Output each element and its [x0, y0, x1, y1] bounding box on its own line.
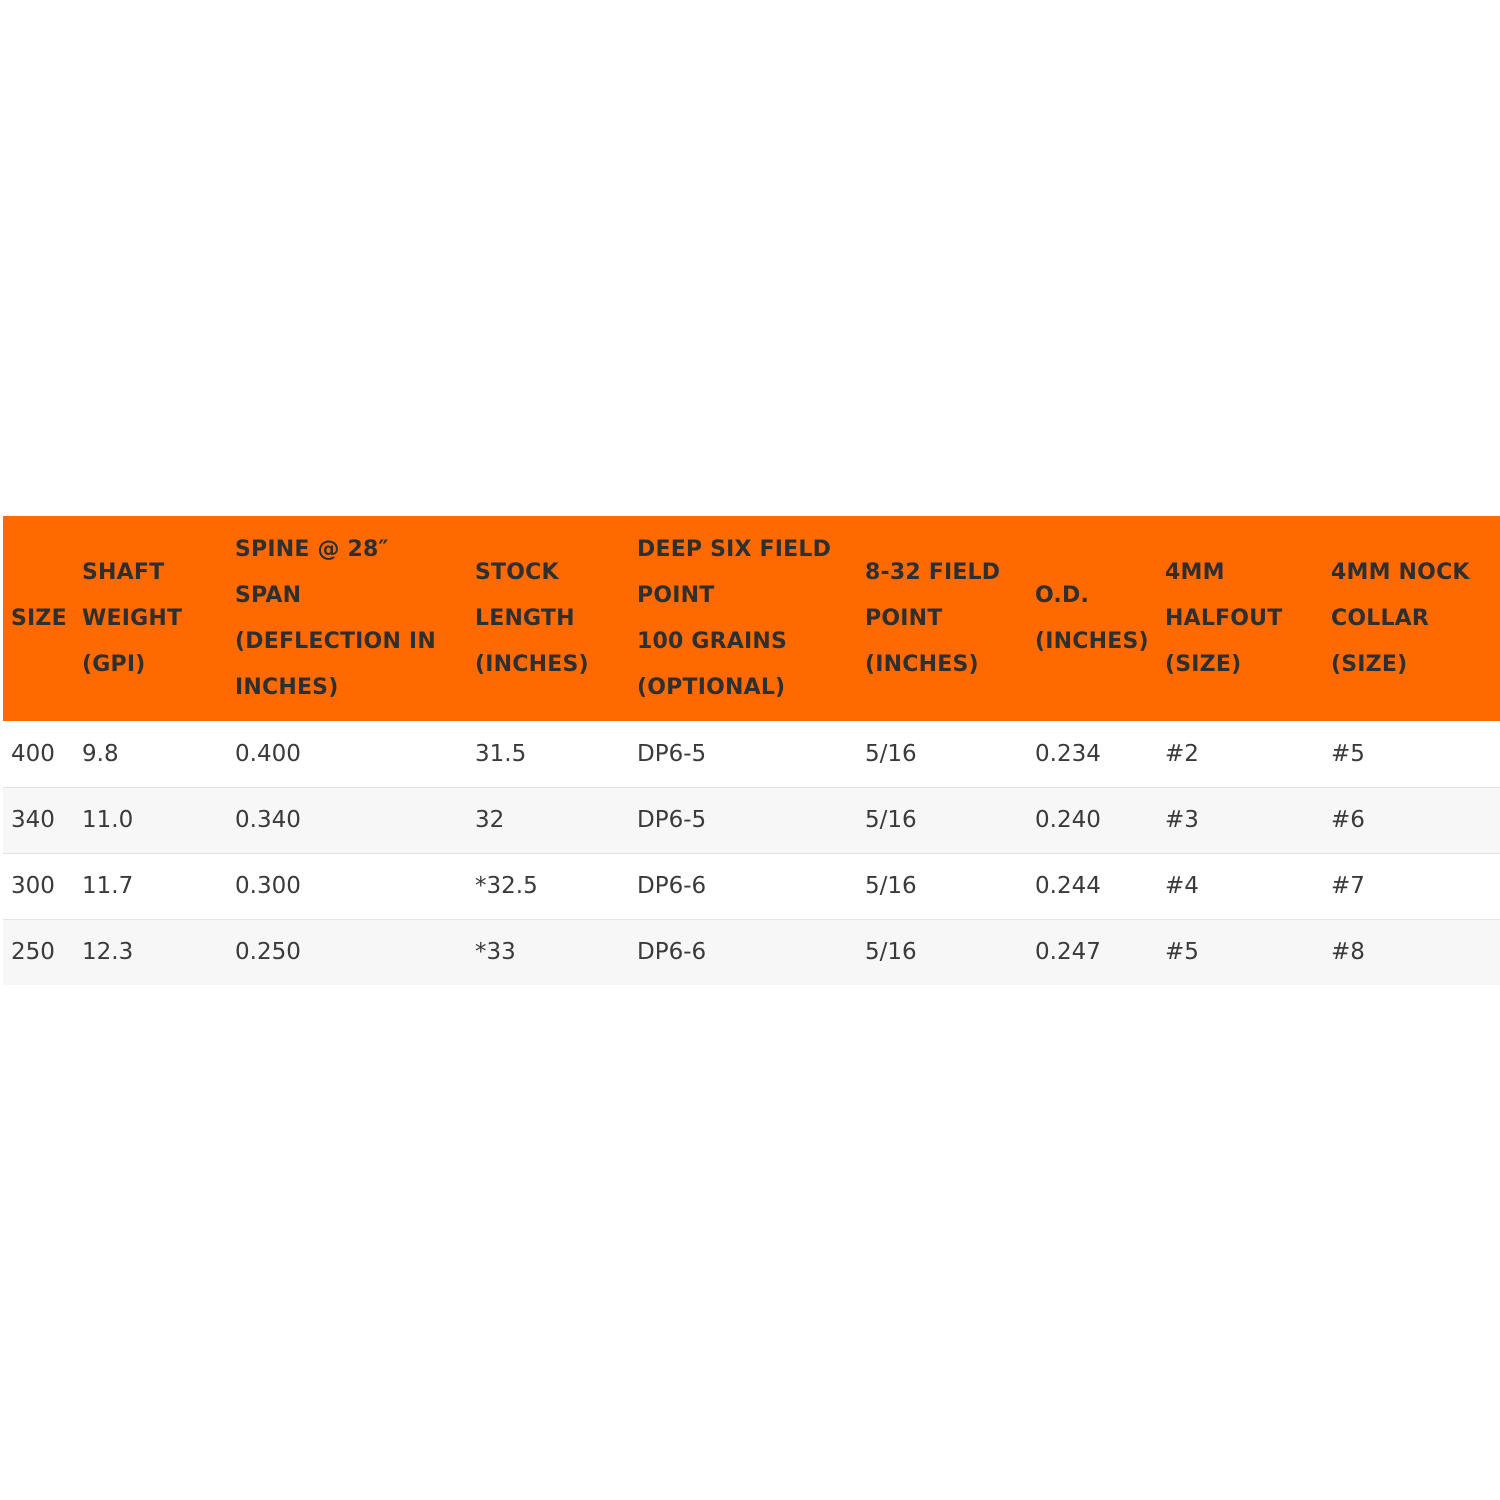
cell-4mm-nock-collar: #6: [1331, 807, 1365, 833]
header-od: O.D. (INCHES): [1035, 582, 1149, 654]
cell-shaft-weight: 11.0: [82, 807, 134, 833]
header-size: SIZE: [11, 605, 67, 631]
cell-size: 400: [11, 740, 55, 767]
header-8-32-field-point: 8-32 FIELD POINT (INCHES): [865, 559, 1001, 677]
cell-8-32-field-point: 5/16: [865, 807, 917, 833]
cell-stock-length: *33: [475, 939, 516, 966]
header-4mm-nock-collar: 4MM NOCK COLLAR (SIZE): [1331, 559, 1470, 677]
cell-size: 250: [11, 939, 55, 966]
cell-size: 340: [11, 807, 55, 833]
cell-4mm-halfout: #3: [1165, 807, 1199, 833]
cell-od: 0.234: [1035, 740, 1101, 767]
cell-od: 0.247: [1035, 939, 1101, 966]
cell-spine: 0.340: [235, 807, 301, 833]
cell-od: 0.244: [1035, 873, 1101, 899]
table-header: [3, 516, 1500, 721]
header-deep-six-field-point: DEEP SIX FIELD POINT 100 GRAINS (OPTIONAL): [637, 536, 832, 700]
cell-deep-six-field-point: DP6-5: [637, 740, 707, 767]
cell-od: 0.240: [1035, 807, 1101, 833]
cell-deep-six-field-point: DP6-5: [637, 807, 707, 833]
header-spine: SPINE @ 28″ SPAN (DEFLECTION IN INCHES): [235, 536, 436, 700]
cell-8-32-field-point: 5/16: [865, 939, 917, 966]
table-row: [3, 721, 1500, 787]
cell-size: 300: [11, 873, 55, 899]
cell-4mm-halfout: #4: [1165, 873, 1199, 899]
header-shaft-weight: SHAFT WEIGHT (GPI): [82, 559, 183, 677]
cell-4mm-nock-collar: #5: [1331, 740, 1365, 767]
cell-4mm-halfout: #2: [1165, 740, 1199, 767]
cell-4mm-nock-collar: #8: [1331, 939, 1365, 966]
cell-deep-six-field-point: DP6-6: [637, 873, 707, 899]
cell-spine: 0.400: [235, 740, 301, 767]
table-row: [3, 787, 1500, 853]
cell-stock-length: *32.5: [475, 873, 538, 899]
cell-8-32-field-point: 5/16: [865, 740, 917, 767]
header-row: [3, 516, 1500, 721]
cell-8-32-field-point: 5/16: [865, 873, 917, 899]
table-row: [3, 853, 1500, 919]
cell-shaft-weight: 9.8: [82, 740, 119, 767]
cell-4mm-halfout: #5: [1165, 939, 1199, 966]
cell-4mm-nock-collar: #7: [1331, 873, 1365, 899]
cell-shaft-weight: 12.3: [82, 939, 134, 966]
table-body: [3, 721, 1500, 985]
header-stock-length: STOCK LENGTH (INCHES): [475, 559, 589, 677]
cell-stock-length: 32: [475, 807, 505, 833]
table-row: [3, 919, 1500, 985]
cell-shaft-weight: 11.7: [82, 873, 134, 899]
header-4mm-halfout: 4MM HALFOUT (SIZE): [1165, 559, 1283, 677]
cell-deep-six-field-point: DP6-6: [637, 939, 707, 966]
cell-spine: 0.300: [235, 873, 301, 899]
cell-stock-length: 31.5: [475, 740, 527, 767]
arrow-spec-table: [3, 516, 1500, 985]
cell-spine: 0.250: [235, 939, 301, 966]
